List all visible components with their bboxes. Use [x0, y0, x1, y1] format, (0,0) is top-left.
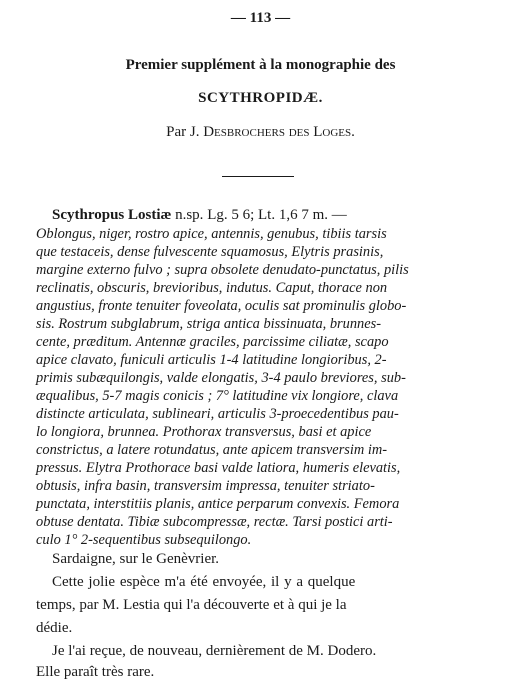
author-line	[0, 124, 521, 141]
locality-line: Sardaigne, sur le Genèvrier.	[52, 551, 220, 567]
article-title-line2: SCYTHROPIDÆ.	[198, 90, 323, 106]
separator-rule	[222, 176, 294, 177]
description-line: pressus. Elytra Prothorace basi valde latiora, humeris elevatis,	[36, 460, 401, 476]
description-line: distincte articulata, sublineari, articulis 3-proecedentibus pau-	[36, 406, 399, 422]
description-line: reclinatis, obscuris, brevioribus, indutus. Caput, thorace non	[36, 280, 388, 296]
page-number: — 113 —	[230, 10, 291, 26]
description-line: obtuse dentata. Tibiæ subcompressæ, rectæ. Tarsi postici arti-	[36, 514, 393, 530]
species-genus: Scythropus	[52, 207, 125, 223]
description-line: cente, præditum. Antennæ graciles, parcissime ciliatæ, scapo	[36, 334, 389, 350]
description-line: sis. Rostrum subglabrum, striga antica bissinuata, brunnes-	[36, 316, 382, 332]
description-line: primis subæquilongis, valde elongatis, 3-4 paulo breviores, sub-	[36, 370, 406, 386]
species-measurements: Lg. 5 6; Lt. 1,6 7 m. —	[207, 207, 347, 223]
species-status: n.sp.	[175, 207, 204, 223]
notes-line: Elle paraît très rare.	[36, 664, 155, 680]
description-line: angustius, fronte tenuiter foveolata, oculis sat prominulis globo-	[36, 298, 407, 314]
notes-line: Cette jolie espèce m'a été envoyée, il y a quelque	[52, 574, 356, 590]
author-name: Desbrochers des Loges.	[203, 124, 355, 140]
notes-line: temps, par M. Lestia qui l'a découverte et à qui je la	[36, 597, 347, 613]
description-line: punctata, interstitiis planis, antice perparum convexis. Femora	[36, 496, 400, 512]
description-line: margine externo fulvo ; supra obsolete denudato-punctatus, pilis	[36, 262, 409, 278]
description-line: apice clavato, funiculi articulis 1-4 latitudine longioribus, 2-	[36, 352, 387, 368]
description-line: lo longiora, brunnea. Prothorax transversus, basi et apice	[36, 424, 372, 440]
article-title-line1: Premier supplément à la monographie des	[125, 57, 396, 73]
notes-line: Je l'ai reçue, de nouveau, dernièrement de M. Dodero.	[52, 643, 377, 659]
description-line: que testaceis, dense fulvescente squamosus, Elytris prasinis,	[36, 244, 384, 260]
notes-line: dédie.	[36, 620, 73, 636]
description-line: Oblongus, niger, rostro apice, antennis, genubus, tibiis tarsis	[36, 226, 387, 242]
species-epithet: Lostiæ	[128, 207, 172, 223]
description-line: æqualibus, 5-7 magis conicis ; 7° latitudine vix longiore, clava	[36, 388, 399, 404]
description-line: obtusis, infra basin, transversim impressa, tenuiter striato-	[36, 478, 375, 494]
description-line: constrictus, a latere rotundatus, ante apicem transversim im-	[36, 442, 388, 458]
description-line: culo 1° 2-sequentibus subsequilongo.	[36, 532, 252, 548]
species-heading	[52, 207, 347, 224]
author-prefix: Par J.	[166, 124, 200, 140]
